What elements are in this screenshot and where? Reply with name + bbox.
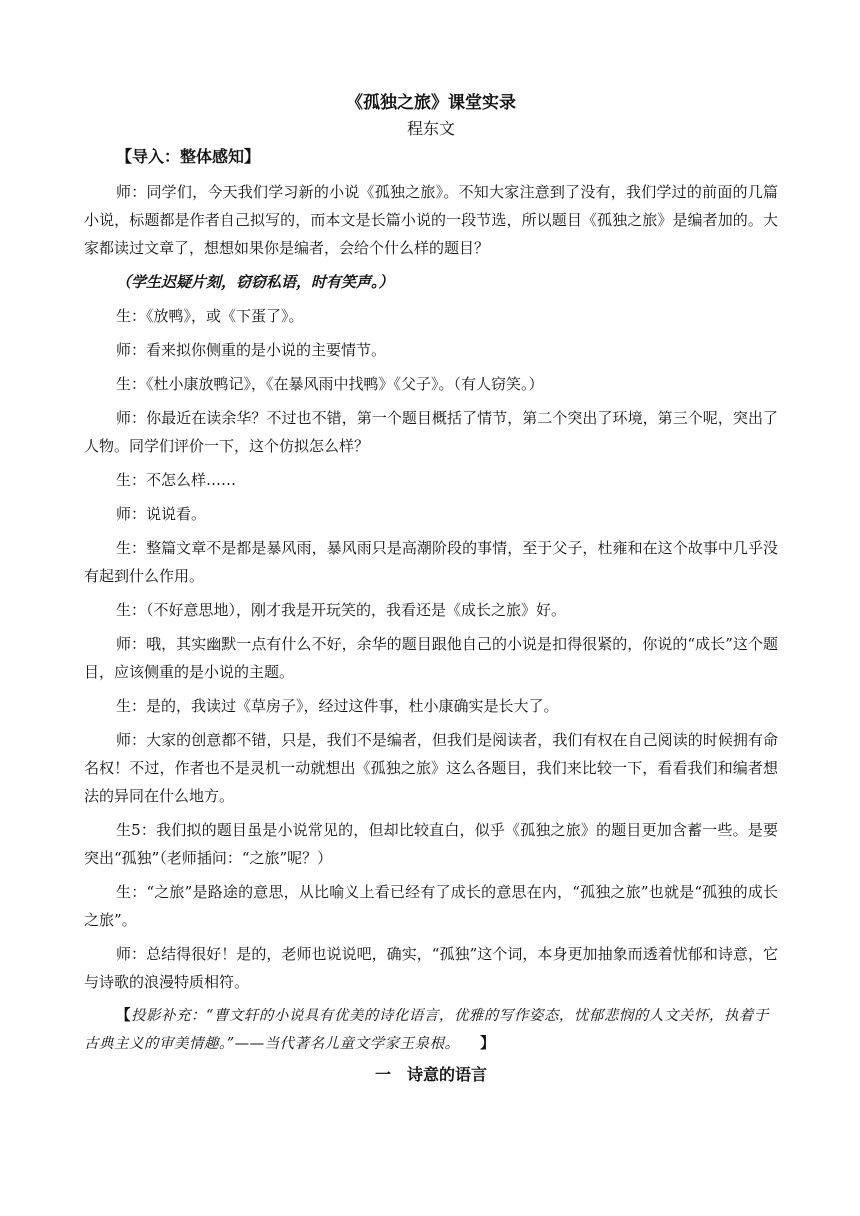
projection-open-bracket: 【: [116, 1007, 131, 1024]
paragraph: 生：整篇文章不是都是暴风雨，暴风雨只是高潮阶段的事情，至于父子，杜雍和在这个故事中几乎没有起到什么作用。: [84, 539, 778, 585]
projection-close-bracket: 】: [480, 1035, 496, 1052]
document-page: [84, 88, 778, 1088]
paragraph: 师：总结得很好！是的，老师也说说吧，确实，“孤独”这个词，本身更加抽象而透着忧郁和诗意，它与诗歌的浪漫特质相符。: [84, 945, 778, 991]
projection-note: [84, 1002, 778, 1058]
projection-text: 投影补充：“曹文轩的小说具有优美的诗化语言，优雅的写作姿态，忧郁悲悯的人文关怀，执着于古典主义的审美情趣。”——当代著名儿童文学家王泉根。: [84, 1008, 769, 1052]
paragraph: 生：“之旅”是路途的意思，从比喻义上看已经有了成长的意思在内，“孤独之旅”也就是“孤独的成长之旅”。: [84, 883, 778, 929]
document-author: 程东文: [406, 119, 455, 138]
document-title: 《孤独之旅》课堂实录: [346, 93, 516, 113]
paragraph: 师：你最近在读余华？不过也不错，第一个题目概括了情节，第二个突出了环境，第三个呢，突出了人物。同学们评价一下，这个仿拟怎么样？: [84, 409, 778, 455]
paragraph: 师：看来拟你侧重的是小说的主要情节。: [116, 341, 387, 359]
paragraph: 师：说说看。: [116, 505, 207, 523]
paragraph: 生：不怎么样……: [116, 471, 237, 489]
section-heading: 一 诗意的语言: [374, 1065, 487, 1084]
intro-section-label: 【导入：整体感知】: [116, 147, 261, 166]
paragraph: 生5：我们拟的题目虽是小说常见的，但却比较直白，似乎《孤独之旅》的题目更加含蓄一些。是要突出“孤独”（老师插问：“之旅”呢？）: [84, 821, 778, 867]
paragraph: 生：是的，我读过《草房子》，经过这件事，杜小康确实是长大了。: [116, 697, 559, 715]
paragraph: 生：《杜小康放鸭记》，《在暴风雨中找鸭》《父子》。（有人窃笑。）: [116, 375, 544, 393]
paragraph: 生：（不好意思地），刚才我是开玩笑的，我看还是《成长之旅》好。: [116, 601, 567, 619]
paragraph: 生：《放鸭》，或《下蛋了》。: [116, 307, 304, 325]
paragraph: 师：哦，其实幽默一点有什么不好，余华的题目跟他自己的小说是扣得很紧的，你说的“成长”这个题目，应该侧重的是小说的主题。: [84, 635, 778, 681]
paragraph: 师：大家的创意都不错，只是，我们不是编者，但我们是阅读者，我们有权在自己阅读的时候拥有命名权！不过，作者也不是灵机一动就想出《孤独之旅》这么各题目，我们来比较一下，看看我们和编者想法的异同在什么地方。: [84, 731, 778, 805]
stage-direction: （学生迟疑片刻，窃窃私语，时有笑声。）: [116, 273, 394, 291]
paragraph: 师：同学们，今天我们学习新的小说《孤独之旅》。不知大家注意到了没有，我们学过的前面的几篇小说，标题都是作者自己拟写的，而本文是长篇小说的一段节选，所以题目《孤独之旅》是编者加的。大家都读过文章了，想想如果你是编者，会给个什么样的题目？: [84, 183, 778, 257]
